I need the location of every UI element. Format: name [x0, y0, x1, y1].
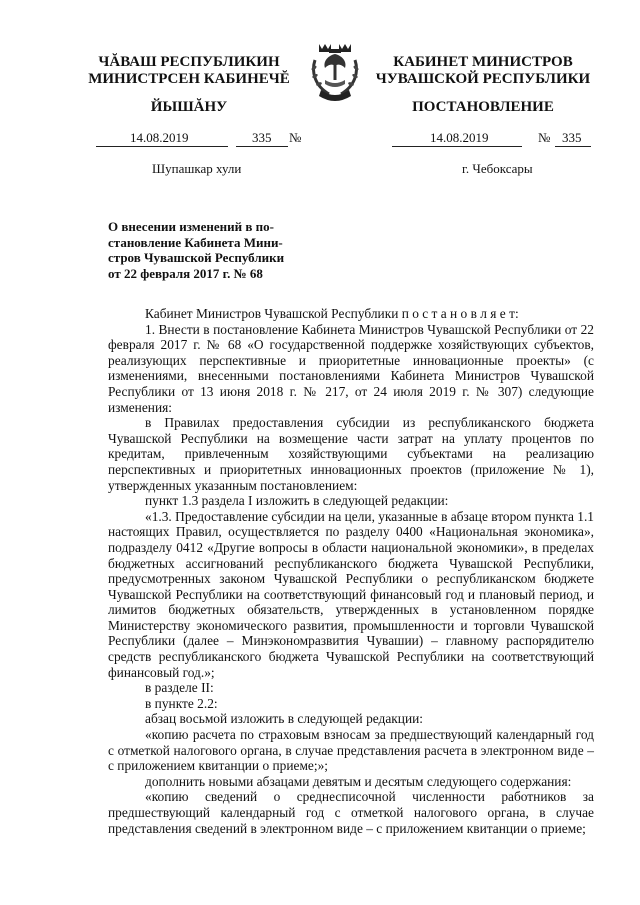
title-line: О внесении изменений в по-	[108, 219, 274, 234]
body-paragraph: «копию сведений о среднесписочной численности работников за предшествующий календарный год с отметкой налогового органа, в случае представления сведений в электронном виде – с приложением квитанции о приеме;	[108, 789, 594, 836]
body-paragraph: в Правилах предоставления субсидии из республиканского бюджета Чувашской Республики на возмещение части затрат на уплату процентов по кредитам, привлеченным хозяйствующими субъектами на реализацию перспективных и приоритетных инновационных проектов (приложение № 1), утвержденных указанным постановлением:	[108, 415, 594, 493]
body-paragraph: 1. Внести в постановление Кабинета Министров Чувашской Республики от 22 февраля 2017 г. № 68 «О государственной поддержке хозяйствующих субъектов, реализующих перспективные и приоритетные инновационные проекты» (с изменениями, внесенными постановлениями Кабинета Министров Чувашской Республики от 13 июня 2018 г. № 217, от 24 июля 2019 г. № 307) следующие изменения:	[108, 321, 594, 415]
title-line: становление Кабинета Мини-	[108, 234, 283, 250]
body-paragraph: «1.3. Предоставление субсидии на цели, указанные в абзаце втором пункта 1.1 настоящих Правил, осуществляется по разделу 0400 «Национальная экономика», подразделу 0412 «Другие вопросы в области национальной экономики», в пределах бюджетных ассигнований республиканского бюджета Чувашской Республики, предусмотренных законом Чувашской Республики о республиканском бюджете Чувашской Республики на соответствующий финансовый год и плановый период, и лимитов бюджетных обязательств, утвержденных в установленном порядке Министерству экономического развития, промышленности и торговли Чувашской Республики (далее – Минэкономразвития Чувашии) – главному распорядителю средств республиканского бюджета Чувашской Республики на соответствующий финансовый год.»;	[108, 508, 594, 680]
left-no-sign: №	[289, 130, 302, 145]
left-date-underline	[96, 146, 228, 147]
right-org-name-line2: ЧУВАШСКОЙ РЕСПУБЛИКИ	[375, 71, 591, 87]
body-paragraph: дополнить новыми абзацами девятым и десятым следующего содержания:	[145, 773, 572, 789]
coat-of-arms-icon	[305, 40, 365, 104]
document-body	[108, 306, 594, 836]
right-number-underline	[555, 146, 591, 147]
left-number: 335	[252, 130, 272, 145]
body-paragraph: Кабинет Министров Чувашской Республики п о с т а н о в л я е т:	[145, 306, 519, 321]
left-date: 14.08.2019	[130, 130, 189, 145]
right-number: 335	[562, 130, 582, 145]
left-org-name-line1: ЧĂВАШ РЕСПУБЛИКИН	[98, 54, 280, 70]
body-paragraph: в разделе II:	[145, 680, 214, 696]
body-paragraph: «копию расчета по страховым взносам за предшествующий календарный год с отметкой налогового органа, в случае представления расчета в электронном виде – с приложением квитанции о приеме;»;	[108, 727, 594, 774]
title-line: от 22 февраля 2017 г. № 68	[108, 265, 263, 281]
right-date-underline	[392, 146, 522, 147]
body-paragraph: абзац восьмой изложить в следующей редакции:	[145, 711, 424, 727]
left-doc-type: ЙЫШĂНУ	[150, 99, 228, 115]
body-paragraph: пункт 1.3 раздела I изложить в следующей редакции:	[145, 493, 449, 509]
document-title	[108, 219, 306, 281]
left-number-underline	[236, 146, 288, 147]
right-date: 14.08.2019	[430, 130, 489, 145]
right-org-name-line1: КАБИНЕТ МИНИСТРОВ	[393, 54, 573, 70]
body-paragraph: в пункте 2.2:	[145, 695, 218, 711]
right-city: г. Чебоксары	[462, 161, 533, 176]
title-line: стров Чувашской Республики	[108, 250, 285, 265]
left-city: Шупашкар хули	[152, 161, 242, 176]
right-doc-type: ПОСТАНОВЛЕНИЕ	[412, 99, 554, 115]
right-no-sign: №	[538, 130, 551, 145]
left-org-name-line2: МИНИСТРСЕН КАБИНЕЧĔ	[88, 71, 290, 87]
